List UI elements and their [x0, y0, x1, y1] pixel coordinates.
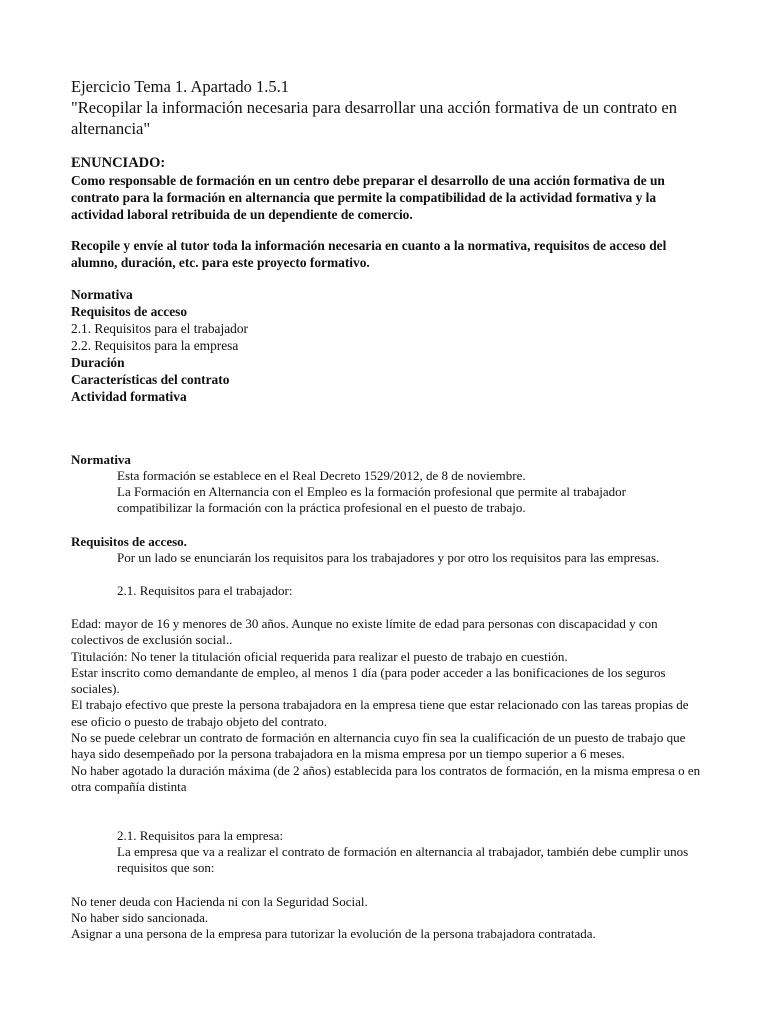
enunciado-heading: ENUNCIADO: [71, 155, 166, 171]
empresa-requirements [71, 894, 701, 942]
exercise-title: Ejercicio Tema 1. Apartado 1.5.1 [71, 77, 290, 96]
trabajador-item: Titulación: No tener la titulación oficial requerida para realizar el puesto de trabajo en cuestión. [71, 648, 568, 664]
trabajador-item: No haber agotado la duración máxima (de 2 años) establecida para los contratos de formación, en la misma empresa o en otra compañía distinta [71, 762, 701, 794]
outline-item: Requisitos de acceso [71, 304, 188, 319]
trabajador-item: Estar inscrito como demandante de empleo, al menos 1 día (para poder acceder a las bonificaciones de los seguros sociales). [71, 664, 666, 697]
trabajador-subsection [71, 583, 701, 599]
outline-item: Características del contrato [71, 372, 230, 387]
empresa-intro: La empresa que va a realizar el contrato de formación en alternancia al trabajador, también debe cumplir unos requisitos que son: [117, 844, 689, 875]
normativa-heading: Normativa [71, 452, 131, 467]
empresa-item: No tener deuda con Hacienda ni con la Seguridad Social. [71, 894, 368, 909]
enunciado-paragraph-1: Como responsable de formación en un centro debe preparar el desarrollo de una acción formativa de un contrato para la formación en alternancia que permite la compatibilidad de la actividad formativa y la actividad laboral retribuida de un dependiente de comercio. [71, 173, 665, 222]
empresa-subsection [71, 828, 701, 876]
outline-item: 2.2. Requisitos para la empresa [71, 338, 239, 353]
outline-item: Normativa [71, 287, 133, 302]
outline-list [71, 286, 701, 405]
enunciado-section [71, 154, 701, 223]
trabajador-item: El trabajo efectivo que preste la persona trabajadora en la empresa tiene que estar relacionado con las tareas propias de ese oficio o puesto de trabajo objeto del contrato. [71, 697, 689, 729]
requisitos-section [71, 534, 701, 566]
trabajador-item: No se puede celebrar un contrato de formación en alternancia cuyo fin sea la cualificación de un puesto de trabajo que haya sido desempeñado por la persona trabajadora en la misma empresa por un tiempo superior a 6 meses. [71, 730, 686, 762]
normativa-section [71, 452, 701, 516]
requisitos-intro: Por un lado se enunciarán los requisitos para los trabajadores y por otro los requisitos para las empresas. [117, 550, 660, 565]
outline-item: Actividad formativa [71, 389, 187, 404]
empresa-item: Asignar a una persona de la empresa para tutorizar la evolución de la persona trabajadora contratada. [71, 926, 596, 941]
empresa-item: No haber sido sancionada. [71, 910, 209, 925]
trabajador-item: Edad: mayor de 16 y menores de 30 años. Aunque no existe límite de edad para personas con discapacidad y con colectivos de exclusión social.. [71, 616, 658, 648]
empresa-heading: 2.1. Requisitos para la empresa: [117, 828, 284, 843]
outline-item: Duración [71, 355, 125, 370]
enunciado-instructions [71, 237, 701, 271]
enunciado-paragraph-2: Recopile y envíe al tutor toda la información necesaria en cuanto a la normativa, requisitos de acceso del alumno, duración, etc. para este proyecto formativo. [71, 238, 667, 270]
trabajador-heading: 2.1. Requisitos para el trabajador: [117, 583, 293, 598]
requisitos-heading: Requisitos de acceso. [71, 534, 187, 549]
normativa-line-1: Esta formación se establece en el Real Decreto 1529/2012, de 8 de noviembre. [117, 468, 526, 483]
exercise-subtitle: "Recopilar la información necesaria para desarrollar una acción formativa de un contrato en alternancia" [71, 98, 677, 138]
trabajador-requirements [71, 616, 701, 795]
document-title-block [71, 76, 721, 139]
normativa-line-2: La Formación en Alternancia con el Empleo es la formación profesional que permite al trabajador compatibilizar la formación con la práctica profesional en el puesto de trabajo. [117, 484, 626, 515]
outline-item: 2.1. Requisitos para el trabajador [71, 321, 249, 336]
